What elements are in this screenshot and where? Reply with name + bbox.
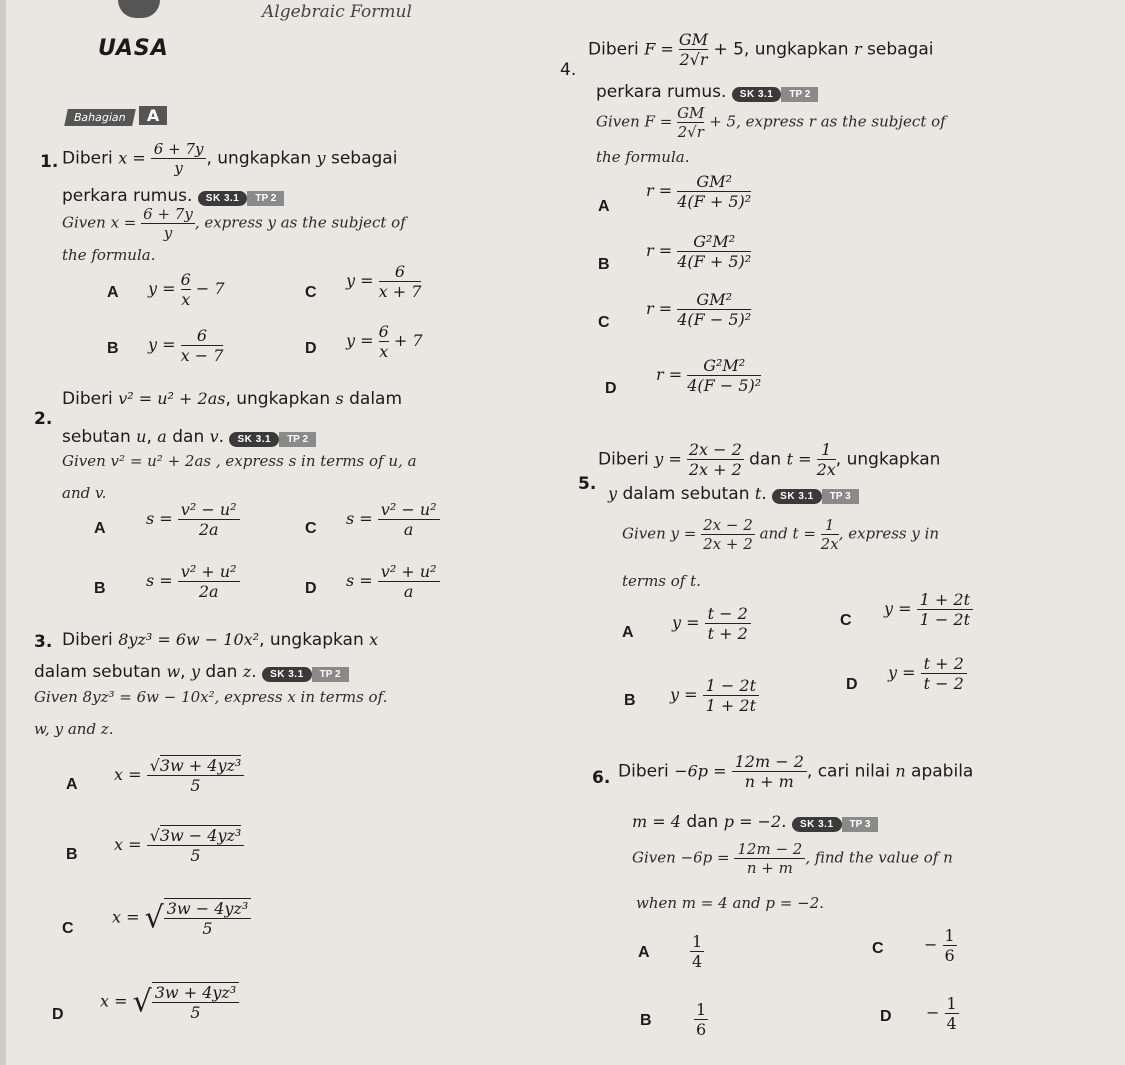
- q6-option-a-letter: A: [638, 944, 650, 961]
- q6-english: Given −6p = $\frac{12m - 2}{n + m}$ , find the value of n: [632, 840, 953, 877]
- q4-option-d[interactable]: r = $\frac{\text{G²M²}}{\text{4(F − 5)²}}$: [656, 356, 762, 395]
- part-label: [66, 106, 167, 126]
- q5-english-line2: terms of t.: [622, 572, 701, 590]
- q1-english: Given x = $\frac{6 + 7y}{y}$ , express y as the subject of: [62, 205, 406, 242]
- q6-option-b[interactable]: $\frac{1}{6}$: [696, 1000, 707, 1039]
- badge-sk: SK 3.1: [732, 87, 782, 102]
- q6-option-c[interactable]: − $\frac{1}{6}$: [924, 926, 955, 965]
- q4-english-line2: the formula.: [596, 148, 690, 166]
- q3-option-a[interactable]: x = $\frac{\text{√3w + 4yz³}}{5}$: [114, 756, 244, 795]
- q1-number: 1.: [40, 152, 59, 172]
- q3-english: Given 8yz³ = 6w − 10x², express x in terms of.: [34, 688, 388, 706]
- q4-option-a[interactable]: r = $\frac{\text{GM²}}{\text{4(F + 5)²}}$: [646, 172, 752, 211]
- q1-option-d[interactable]: y = $\frac{6}{x}$ + 7: [346, 322, 423, 361]
- q3-malay: Diberi 8yz³ = 6w − 10x², ungkapkan x: [62, 630, 379, 650]
- q1-malay-line1: Diberi x = $\frac{6 + 7y}{y}$ , ungkapkan y sebagai: [62, 140, 398, 177]
- q3-option-b-letter: B: [66, 846, 78, 863]
- q4-option-d-letter: D: [605, 380, 617, 397]
- q3-option-c[interactable]: x = √ $\frac{\text{3w − 4yz³}}{5}$: [112, 898, 251, 938]
- q4-number: 4.: [560, 60, 577, 80]
- q5-option-c[interactable]: y = $\frac{1 + 2t}{1 - 2t}$: [884, 590, 973, 629]
- q4-option-a-letter: A: [598, 198, 610, 215]
- q6-number: 6.: [592, 768, 611, 788]
- q1-option-c[interactable]: y = $\frac{6}{x + 7}$: [346, 262, 422, 301]
- q4-option-b[interactable]: r = $\frac{\text{G²M²}}{\text{4(F + 5)²}}$: [646, 232, 752, 271]
- badge-sk: SK 3.1: [262, 667, 312, 682]
- badge-tp2: TP 2: [781, 87, 818, 102]
- q5-option-d[interactable]: y = $\frac{t + 2}{t - 2}$: [888, 654, 967, 693]
- page-left-shadow: [0, 0, 6, 1065]
- q6-option-c-letter: C: [872, 940, 884, 957]
- q5-option-a[interactable]: y = $\frac{t - 2}{t + 2}$: [672, 604, 751, 643]
- q4-option-c-letter: C: [598, 314, 610, 331]
- badge-tp2: TP 2: [247, 191, 284, 206]
- q2-option-d-letter: D: [305, 580, 317, 597]
- badge-sk: SK 3.1: [772, 489, 822, 504]
- part-letter: A: [139, 106, 167, 125]
- q1-option-a[interactable]: y = $\frac{6}{x}$ − 7: [148, 270, 225, 309]
- q4-malay-line2: perkara rumus. SK 3.1 TP 2: [596, 82, 818, 102]
- q5-option-b-letter: B: [624, 692, 636, 709]
- q5-option-b[interactable]: y = $\frac{1 - 2t}{1 + 2t}$: [670, 676, 759, 715]
- q2-option-c-letter: C: [305, 520, 317, 537]
- q3-english-line2: w, y and z.: [34, 720, 114, 738]
- q2-english-line2: and v.: [62, 484, 107, 502]
- q2-option-b[interactable]: s = $\frac{\text{v² + u²}}{2a}$: [146, 562, 240, 601]
- q5-option-d-letter: D: [846, 676, 858, 693]
- chapter-title: Algebraic Formul: [262, 2, 412, 22]
- q6-option-b-letter: B: [640, 1012, 652, 1029]
- q1-malay-line2: perkara rumus. SK 3.1 TP 2: [62, 186, 284, 206]
- q6-option-d[interactable]: − $\frac{1}{4}$: [926, 994, 957, 1033]
- q6-malay-line2: m = 4 dan p = −2. SK 3.1 TP 3: [632, 812, 878, 832]
- q1-option-b-letter: B: [107, 340, 119, 357]
- badge-sk: SK 3.1: [198, 191, 248, 206]
- q4-option-b-letter: B: [598, 256, 610, 273]
- q2-option-c[interactable]: s = $\frac{\text{v² − u²}}{a}$: [346, 500, 440, 539]
- q3-malay-line2: dalam sebutan w, y dan z. SK 3.1 TP 2: [34, 662, 349, 682]
- q2-option-d[interactable]: s = $\frac{\text{v² + u²}}{a}$: [346, 562, 440, 601]
- q3-option-d-letter: D: [52, 1006, 64, 1023]
- q6-option-d-letter: D: [880, 1008, 892, 1025]
- q5-number: 5.: [578, 474, 597, 494]
- q1-option-d-letter: D: [305, 340, 317, 357]
- chapter-logo: [118, 0, 160, 18]
- q3-number: 3.: [34, 632, 53, 652]
- badge-tp3: TP 3: [842, 817, 879, 832]
- q6-english-line2: when m = 4 and p = −2.: [636, 894, 825, 912]
- badge-sk: SK 3.1: [792, 817, 842, 832]
- q5-malay: Diberi y = $\frac{2x - 2}{2x + 2}$ dan t = $\frac{1}{2x}$ , ungkapkan: [598, 440, 941, 479]
- part-label-text: Bahagian: [64, 109, 135, 126]
- q3-option-a-letter: A: [66, 776, 78, 793]
- q3-option-d[interactable]: x = √ $\frac{\text{3w + 4yz³}}{5}$: [100, 982, 239, 1022]
- badge-tp2: TP 2: [279, 432, 316, 447]
- q5-option-a-letter: A: [622, 624, 634, 641]
- q5-malay-line2: y dalam sebutan t. SK 3.1 TP 3: [608, 484, 859, 504]
- q2-option-a-letter: A: [94, 520, 106, 537]
- q6-option-a[interactable]: $\frac{1}{4}$: [692, 932, 703, 971]
- q4-malay: Diberi F = $\frac{GM}{2√r}$ + 5, ungkapkan r sebagai: [588, 30, 934, 69]
- q6-malay: Diberi −6p = $\frac{12m - 2}{n + m}$ , cari nilai n apabila: [618, 752, 974, 791]
- q1-option-a-letter: A: [107, 284, 119, 301]
- q1-option-c-letter: C: [305, 284, 317, 301]
- q2-malay: Diberi v² = u² + 2as, ungkapkan s dalam: [62, 389, 403, 409]
- q2-number: 2.: [34, 409, 53, 429]
- q2-malay-line2: sebutan u, a dan v. SK 3.1 TP 2: [62, 427, 316, 447]
- q3-option-c-letter: C: [62, 920, 74, 937]
- q5-english: Given y = $\frac{2x - 2}{2x + 2}$ and t = $\frac{1}{2x}$ , express y in: [622, 516, 940, 553]
- q4-english: Given F = $\frac{GM}{2√r}$ + 5, express r as the subject of: [596, 104, 946, 141]
- q4-option-c[interactable]: r = $\frac{\text{GM²}}{\text{4(F − 5)²}}$: [646, 290, 752, 329]
- q2-option-b-letter: B: [94, 580, 106, 597]
- badge-tp3: TP 3: [822, 489, 859, 504]
- q5-option-c-letter: C: [840, 612, 852, 629]
- q2-english: Given v² = u² + 2as , express s in terms of u, a: [62, 452, 417, 470]
- q1-english-line2: the formula.: [62, 246, 156, 264]
- q2-option-a[interactable]: s = $\frac{\text{v² − u²}}{2a}$: [146, 500, 240, 539]
- q1-option-b[interactable]: y = $\frac{6}{x - 7}$: [148, 326, 224, 365]
- badge-sk: SK 3.1: [229, 432, 279, 447]
- badge-tp2: TP 2: [312, 667, 349, 682]
- section-title: UASA: [98, 36, 169, 61]
- q3-option-b[interactable]: x = $\frac{\text{√3w − 4yz³}}{5}$: [114, 826, 244, 865]
